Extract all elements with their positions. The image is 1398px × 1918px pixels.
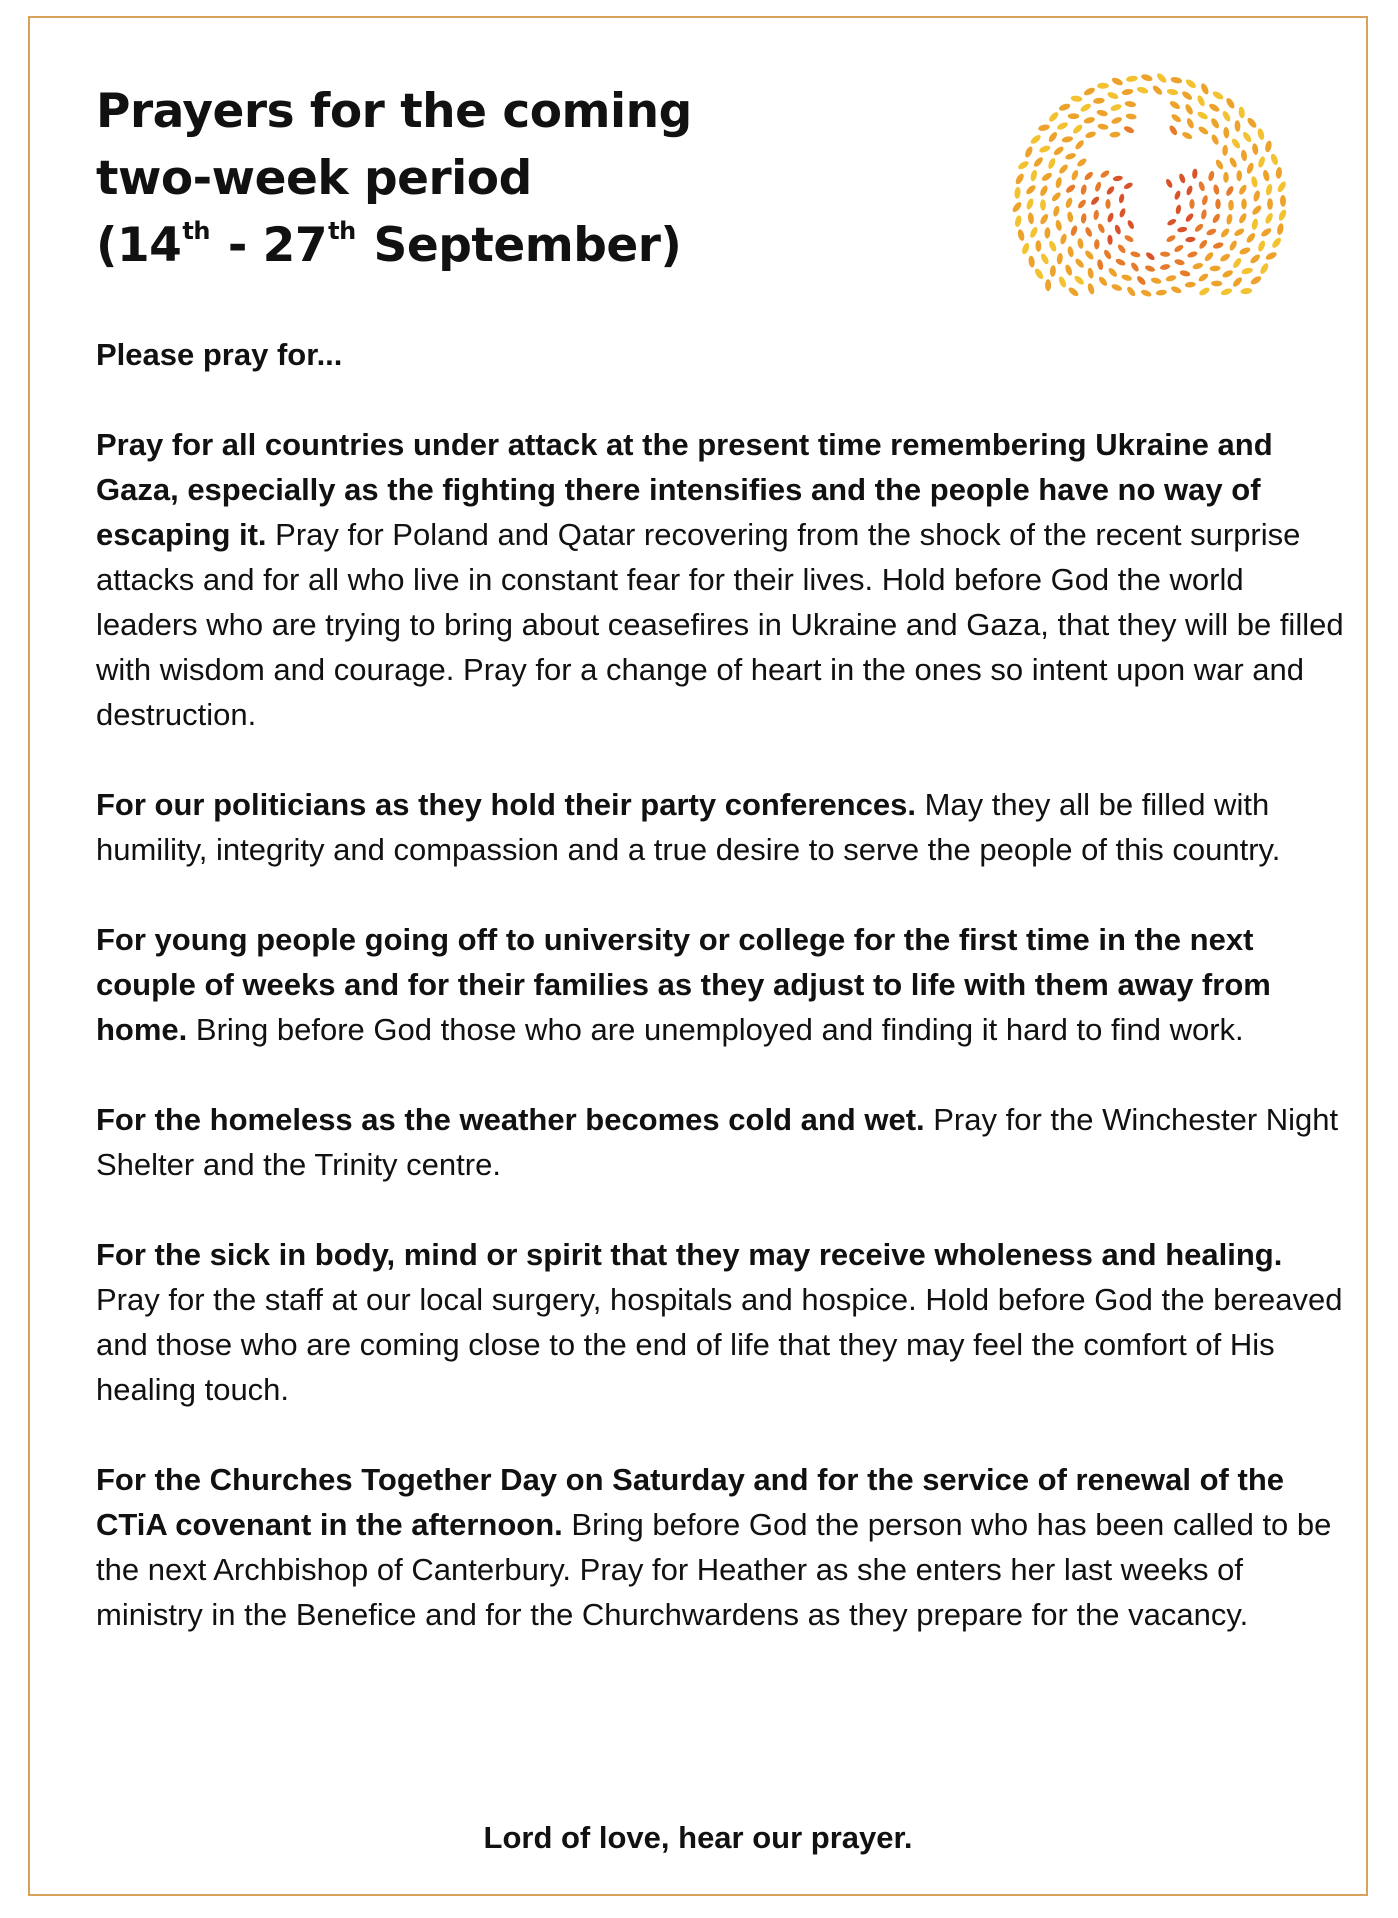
logo-leaf: [1210, 117, 1221, 130]
logo-leaf: [1096, 109, 1108, 117]
logo-leaf: [1270, 153, 1280, 166]
logo-leaf: [1065, 152, 1077, 161]
logo-leaf: [1173, 190, 1181, 201]
prayer-4-body: Pray for the Winchester Night Shelter and the Trinity centre.: [96, 1102, 1339, 1182]
logo-leaf: [1246, 116, 1258, 129]
logo-leaf: [1211, 90, 1224, 101]
prayer-5-body: Pray for the staff at our local surgery, hospitals and hospice. Hold before God the bereaved and those who are coming close to the end of life that they may feel the comfort of His healing touch.: [96, 1282, 1343, 1407]
logo-leaf: [1061, 136, 1073, 144]
logo-leaf: [1110, 103, 1123, 112]
logo-leaf: [1090, 195, 1101, 206]
logo-leaf: [1196, 110, 1209, 121]
logo-leaf: [1234, 120, 1240, 132]
logo-leaf: [1185, 117, 1195, 129]
logo-leaf: [1184, 212, 1194, 223]
logo-leaf: [1038, 123, 1051, 131]
logo-leaf: [1189, 199, 1194, 209]
logo-leaf: [1083, 116, 1095, 124]
logo-leaf: [1111, 283, 1123, 292]
logo-leaf: [1185, 185, 1193, 196]
logo-leaf: [1084, 226, 1093, 238]
logo-leaf: [1257, 240, 1267, 253]
logo-leaf: [1047, 131, 1059, 144]
logo-leaf: [1014, 172, 1025, 185]
prayer-paragraph-5: [96, 1232, 1346, 1412]
logo-leaf: [1246, 162, 1255, 175]
logo-leaf: [1178, 173, 1186, 184]
logo-leaf: [1264, 140, 1272, 153]
logo-leaf: [1064, 197, 1073, 209]
closing-line: Lord of love, hear our prayer.: [483, 1820, 913, 1855]
logo-leaf: [1025, 184, 1037, 196]
logo-leaf: [1209, 265, 1220, 271]
logo-leaf: [1014, 215, 1022, 228]
logo-leaf: [1160, 251, 1171, 257]
logo-leaf: [1265, 183, 1273, 196]
logo-leaf: [1058, 163, 1070, 175]
title-date-open: (14: [96, 218, 182, 273]
logo-leaf: [1165, 178, 1174, 189]
logo-leaf: [1109, 131, 1120, 138]
prayer-3-lead: For young people going off to university or college for the first time in the next couple of weeks and for their families as they adjust to life with them away from home.: [96, 922, 1271, 1047]
logo-leaf: [1228, 239, 1238, 251]
logo-leaf: [1168, 124, 1179, 136]
logo-leaf: [1077, 198, 1088, 209]
logo-leaf: [1145, 251, 1156, 262]
logo-leaf: [1080, 213, 1087, 224]
logo-leaf: [1240, 287, 1252, 294]
logo-leaf: [1236, 170, 1242, 181]
logo-leaf: [1080, 184, 1088, 195]
logo-leaf: [1027, 212, 1034, 224]
logo-leaf: [1123, 125, 1135, 135]
logo-leaf: [1029, 133, 1042, 145]
logo-leaf: [1050, 191, 1062, 203]
logo-leaf: [1241, 131, 1253, 144]
logo-leaf: [1198, 239, 1209, 250]
logo-leaf: [1035, 240, 1041, 252]
logo-leaf: [1074, 139, 1085, 151]
title-date-close: September): [357, 218, 682, 273]
logo-leaf: [1198, 286, 1211, 297]
logo-leaves: [1011, 72, 1288, 298]
prayer-5-lead: For the sick in body, mind or spirit that they may receive wholeness and healing.: [96, 1237, 1283, 1272]
logo-leaf: [1136, 275, 1148, 287]
logo-leaf: [1276, 180, 1287, 193]
prayer-1-lead: Pray for all countries under attack at the present time remembering Ukraine and Gaza, especially as the fighting there intensifies and the people have no way of escaping it.: [96, 427, 1273, 552]
logo-leaf: [1044, 227, 1050, 239]
logo-leaf: [1249, 253, 1262, 265]
logo-leaf: [1125, 113, 1137, 120]
title-date-suffix-1: th: [182, 217, 210, 245]
logo-leaf: [1245, 232, 1257, 244]
logo-leaf: [1105, 199, 1110, 209]
logo-leaf: [1241, 267, 1254, 275]
logo-leaf: [1112, 175, 1123, 182]
logo-leaf: [1207, 170, 1215, 181]
logo-leaf: [1084, 249, 1095, 261]
logo-leaf: [1050, 265, 1057, 277]
logo-leaf: [1181, 90, 1194, 102]
logo-leaf: [1232, 257, 1243, 270]
logo-leaf: [1118, 207, 1126, 218]
logo-leaf: [1140, 73, 1153, 82]
logo-leaf: [1083, 170, 1094, 181]
logo-leaf: [1111, 76, 1124, 87]
logo-leaf: [1039, 184, 1049, 197]
logo-leaf: [1169, 100, 1182, 111]
logo-leaf: [1029, 226, 1039, 239]
prayer-paragraph-3: [96, 917, 1346, 1052]
logo-leaf: [1126, 285, 1137, 297]
logo-leaf: [1056, 253, 1063, 265]
logo-leaf: [1107, 235, 1113, 245]
logo-leaf: [1030, 169, 1039, 182]
logo-leaf: [1166, 218, 1177, 227]
logo-leaf: [1064, 264, 1073, 277]
logo-leaf: [1070, 169, 1079, 181]
logo-leaf: [1067, 246, 1075, 258]
logo-leaf: [1238, 184, 1248, 196]
logo-leaf: [1252, 190, 1261, 203]
logo-leaf: [1070, 225, 1079, 237]
logo-leaf: [1039, 252, 1050, 265]
logo-leaf: [1170, 113, 1182, 124]
logo-leaf: [1097, 123, 1109, 130]
logo-leaf: [1225, 97, 1236, 110]
logo-leaf: [1047, 157, 1057, 170]
logo-leaf: [1225, 185, 1235, 197]
logo-leaf: [1126, 219, 1135, 230]
logo-leaf: [1014, 187, 1021, 199]
logo-leaf: [1156, 289, 1168, 296]
logo-leaf: [1220, 287, 1233, 296]
logo-leaf: [1094, 239, 1100, 250]
logo-leaf: [1208, 102, 1221, 113]
logo-leaf: [1213, 184, 1221, 195]
logo-leaf: [1280, 195, 1286, 207]
page-title: [96, 78, 896, 287]
logo-leaf: [1111, 116, 1123, 125]
logo-leaf: [1170, 76, 1183, 84]
logo-leaf: [1136, 86, 1149, 95]
logo-leaf: [1226, 213, 1234, 225]
logo-leaf: [1121, 88, 1133, 96]
prayer-3-body: Bring before God those who are unemployed and finding it hard to find work.: [187, 1012, 1244, 1047]
logo-leaf: [1074, 257, 1085, 269]
logo-leaf: [1033, 267, 1045, 280]
logo-leaf: [1211, 280, 1223, 286]
title-line-2: two-week period: [96, 151, 532, 206]
logo-leaf: [1210, 133, 1220, 145]
logo-leaf: [1155, 72, 1168, 85]
prayer-paragraph-4: [96, 1097, 1346, 1187]
prayer-paragraph-1: [96, 422, 1346, 737]
title-date-suffix-2: th: [328, 217, 356, 245]
logo-leaf: [1017, 229, 1026, 242]
logo-leaf: [1056, 121, 1069, 131]
logo-leaf: [1197, 125, 1209, 136]
logo-leaf: [1039, 213, 1050, 226]
logo-leaf: [1275, 167, 1282, 179]
logo-leaf: [1077, 238, 1085, 250]
logo-leaf: [1140, 289, 1152, 298]
logo-leaf: [1107, 267, 1118, 279]
logo-leaf: [1251, 143, 1259, 155]
logo-leaf: [1087, 283, 1096, 296]
logo-leaf: [1228, 200, 1234, 211]
logo-leaf: [1231, 276, 1243, 288]
logo-leaf: [1241, 199, 1247, 210]
logo-leaf: [1201, 195, 1209, 206]
logo-leaf: [1174, 258, 1185, 266]
logo-leaf: [1025, 198, 1034, 211]
logo-leaf: [1205, 227, 1217, 236]
logo-leaf: [1114, 224, 1122, 235]
logo-leaf: [1070, 95, 1082, 102]
logo-leaf: [1193, 222, 1204, 233]
logo-leaf: [1257, 128, 1266, 141]
logo-leaf: [1179, 269, 1191, 277]
logo-leaf: [1059, 233, 1068, 245]
logo-leaf: [1250, 176, 1258, 188]
prayer-4-lead: For the homeless as the weather becomes cold and wet.: [96, 1102, 925, 1137]
logo-leaf: [1048, 240, 1058, 253]
logo-leaf: [1239, 246, 1252, 256]
logo-leaf: [1067, 211, 1074, 223]
logo-leaf: [1116, 243, 1126, 254]
logo-leaf: [1083, 86, 1096, 97]
logo-leaf: [1197, 272, 1209, 283]
logo-leaf: [1215, 199, 1220, 209]
logo-leaf: [1084, 130, 1096, 139]
logo-leaf: [1259, 262, 1270, 275]
logo-leaf: [1055, 219, 1063, 231]
logo-leaf: [1249, 275, 1262, 286]
logo-leaf: [1221, 110, 1232, 123]
logo-leaf: [1038, 144, 1051, 154]
prayer-paragraph-6: [96, 1457, 1346, 1637]
logo-leaf: [1144, 264, 1156, 273]
logo-leaf: [1173, 244, 1184, 254]
logo-leaf: [1184, 103, 1195, 116]
logo-leaf: [1103, 249, 1113, 261]
logo-leaf: [1184, 78, 1197, 90]
logo-leaf: [1175, 204, 1182, 214]
logo-leaf: [1151, 84, 1163, 96]
prayer-2-lead: For our politicians as they hold their party conferences.: [96, 787, 916, 822]
logo-leaf: [1166, 88, 1178, 96]
logo-leaf: [1211, 213, 1221, 225]
logo-leaf: [1165, 234, 1176, 244]
logo-leaf: [1185, 281, 1196, 288]
logo-leaf: [1123, 181, 1134, 190]
logo-leaf: [1177, 226, 1188, 233]
prayer-2-body: May they all be filled with humility, integrity and compassion and a true desire to serve the people of this country.: [96, 787, 1281, 867]
logo-leaf: [1271, 236, 1283, 249]
logo-leaf: [1257, 156, 1266, 169]
logo-leaf: [1238, 106, 1245, 118]
logo-leaf: [1200, 209, 1207, 220]
logo-leaf: [1017, 160, 1030, 171]
logo-leaf: [1262, 169, 1271, 182]
logo-leaf: [1118, 193, 1125, 203]
logo-leaf: [1093, 209, 1100, 220]
logo-leaf: [1028, 255, 1035, 267]
logo-leaf: [1192, 168, 1198, 179]
logo-leaf: [1121, 273, 1133, 281]
logo-leaf: [1094, 181, 1102, 192]
logo-leaf: [1150, 277, 1162, 285]
cross-tree-logo-icon: [1000, 54, 1300, 316]
logo-leaf: [1221, 269, 1234, 279]
logo-leaf: [1052, 145, 1065, 157]
logo-leaf: [1187, 250, 1199, 258]
title-line-1: Prayers for the coming: [96, 84, 692, 139]
logo-leaf: [1260, 227, 1273, 238]
logo-leaf: [1264, 212, 1274, 225]
logo-leaf: [1097, 275, 1108, 287]
logo-leaf: [1233, 227, 1245, 238]
logo-leaf: [1072, 123, 1084, 135]
logo-leaf: [1099, 169, 1110, 179]
logo-leaf: [1238, 212, 1248, 224]
prayer-6-body: Bring before God the person who has been called to be the next Archbishop of Canterbury. Pray for Heather as she enters her last weeks of ministry in the Benefice and for the Churchwardens as they prepare for the vacancy.: [96, 1507, 1332, 1632]
logo-leaf: [1067, 286, 1080, 298]
logo-leaf: [1068, 113, 1080, 119]
title-date-mid: - 27: [211, 218, 328, 273]
logo-leaf: [1047, 111, 1059, 124]
logo-leaf: [1219, 227, 1230, 239]
logo-leaf: [1079, 102, 1092, 113]
prayer-6-lead: For the Churches Together Day on Saturday and for the service of renewal of the CTiA covenant in the afternoon.: [96, 1462, 1284, 1542]
intro-text: Please pray for...: [96, 337, 343, 372]
logo-leaf: [1198, 181, 1206, 192]
logo-leaf: [1181, 131, 1193, 141]
logo-leaf: [1185, 236, 1196, 242]
logo-leaf: [1170, 285, 1182, 295]
logo-leaf: [1251, 218, 1259, 230]
logo-leaf: [1230, 137, 1241, 150]
logo-leaf: [1021, 242, 1031, 255]
prayer-paragraph-2: [96, 782, 1346, 872]
logo-leaf: [1228, 156, 1238, 168]
logo-leaf: [1106, 91, 1119, 101]
logo-leaf: [1055, 177, 1063, 189]
logo-leaf: [1106, 212, 1114, 223]
logo-leaf: [1058, 102, 1071, 112]
logo-leaf: [1192, 262, 1204, 270]
logo-leaf: [1040, 199, 1046, 210]
logo-leaf: [1097, 83, 1109, 89]
logo-leaf: [1041, 171, 1054, 182]
logo-leaf: [1240, 149, 1247, 161]
logo-leaf: [1065, 183, 1077, 194]
logo-leaf: [1165, 274, 1177, 282]
logo-leaf: [1045, 279, 1051, 291]
logo-leaf: [1159, 263, 1170, 271]
logo-leaf: [1052, 205, 1060, 217]
logo-leaf: [1011, 201, 1023, 214]
logo-leaf: [1219, 252, 1231, 263]
logo-leaf: [1223, 172, 1229, 183]
logo-leaf: [1126, 75, 1139, 83]
logo-leaf: [1087, 267, 1095, 279]
logo-leaf: [1076, 157, 1088, 168]
logo-leaf: [1200, 82, 1211, 95]
logo-leaf: [1115, 258, 1127, 267]
prayer-1-body: Pray for Poland and Qatar recovering from the shock of the recent surprise attacks and for all who live in constant fear for their lives. Hold before God the world leaders who are trying to bring about ceasefires in Ukraine and Gaza, that they will be filled with wisdom and courage. Pray for a change of heart in the ones so intent upon war and destruction.: [96, 517, 1344, 732]
logo-leaf: [1276, 223, 1284, 236]
logo-leaf: [1267, 198, 1273, 210]
logo-leaf: [1196, 94, 1206, 107]
logo-leaf: [1073, 274, 1085, 286]
logo-leaf: [1093, 97, 1105, 104]
logo-leaf: [1265, 251, 1278, 262]
logo-leaf: [1032, 156, 1044, 169]
logo-leaf: [1130, 261, 1141, 273]
logo-leaf: [1130, 251, 1141, 259]
logo-leaf: [1212, 241, 1224, 250]
prayer-content: [96, 332, 1346, 1682]
logo-leaf: [1203, 251, 1214, 263]
logo-leaf: [1123, 234, 1134, 244]
logo-leaf: [1251, 204, 1263, 216]
logo-leaf: [1097, 223, 1106, 234]
logo-leaf: [1223, 127, 1230, 139]
logo-leaf: [1105, 185, 1115, 196]
logo-leaf: [1024, 145, 1034, 158]
logo-leaf: [1124, 100, 1136, 108]
logo-leaf: [1214, 158, 1224, 170]
logo-leaf: [1096, 259, 1104, 271]
logo-leaf: [1277, 208, 1287, 221]
logo-leaf: [1058, 276, 1068, 289]
logo-leaf: [1222, 145, 1228, 156]
